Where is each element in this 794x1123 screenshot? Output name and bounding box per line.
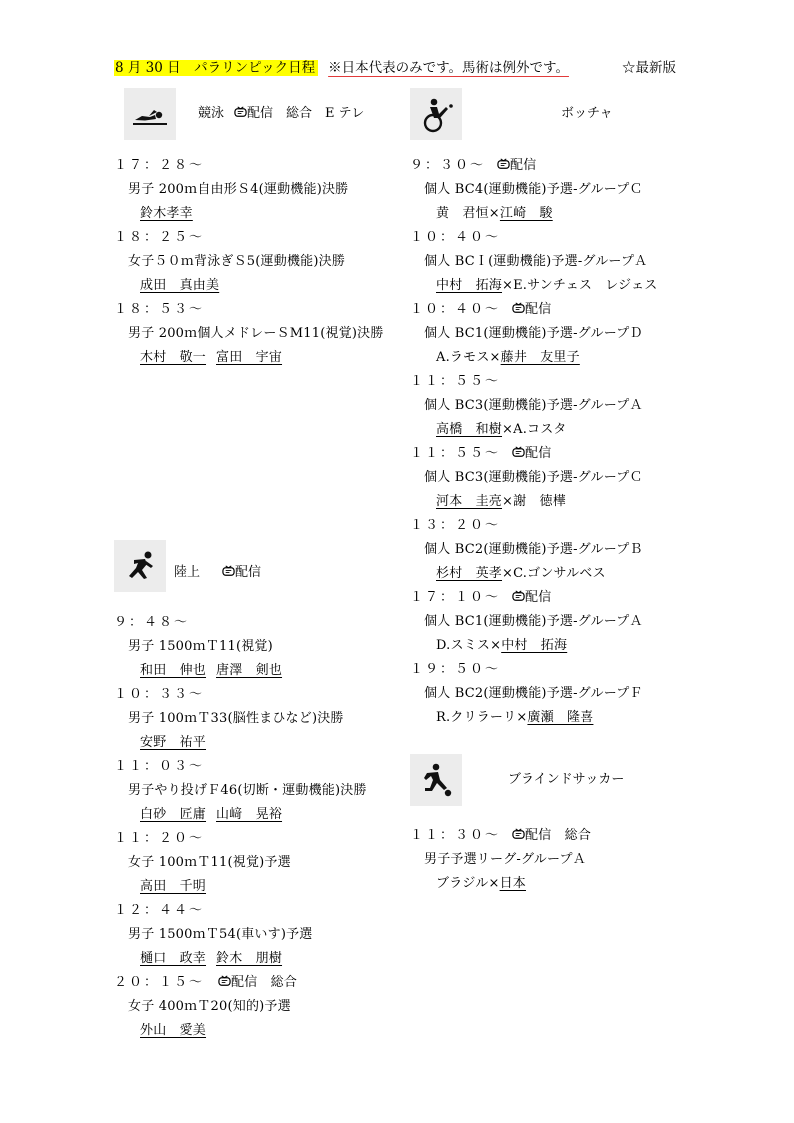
athlete-name: 中村 拓海 (436, 278, 503, 293)
athlete-name: 白砂 匠庸 (140, 807, 207, 822)
event-time: １１：５５～ (410, 446, 501, 461)
match-row (410, 872, 710, 896)
match-row (410, 562, 710, 586)
athlete-name: 鈴木 朋樹 (216, 951, 283, 966)
opponent: A.ラモス× (436, 350, 501, 365)
opponent: D.スミス× (436, 638, 502, 653)
athlete-name: 富田 宇宙 (216, 350, 283, 365)
event-broadcast: 配信 総合 (525, 828, 592, 843)
opponent: R.クリラーリ× (436, 710, 528, 725)
match-row (410, 274, 710, 298)
swimming-title: 競泳 (198, 106, 225, 121)
tv-broadcast-icon (512, 590, 525, 603)
event-name: 女子 400ｍＴ20(知的)予選 (128, 999, 291, 1014)
tv-broadcast-icon (512, 828, 525, 841)
opponent: ×E.サンチェス レジェス (502, 278, 658, 293)
blind-football-title: ブラインドサッカー (508, 772, 625, 787)
event-name: 女子 100ｍＴ11(視覚)予選 (128, 855, 291, 870)
event-name: 男子 1500ｍＴ54(車いす)予選 (128, 927, 313, 942)
tv-broadcast-icon (512, 446, 525, 459)
latest-version-label: ☆最新版 (622, 60, 676, 76)
event-time: １３：２０～ (410, 518, 501, 533)
athletes-row (114, 1019, 404, 1043)
event-time-row (410, 586, 710, 610)
tv-broadcast-icon (234, 106, 247, 119)
event-broadcast: 配信 (525, 590, 552, 605)
event-name: 男子 200ｍ自由形Ｓ4(運動機能)決勝 (128, 182, 349, 197)
event-time: ９：３０～ (410, 158, 486, 173)
event-name: 男子予選リーグ‐グループＡ (424, 852, 586, 867)
event-name: 女子５０ｍ背泳ぎＳ5(運動機能)決勝 (128, 254, 346, 269)
blind-football-event-list (410, 824, 710, 896)
blind-football-header (410, 754, 710, 806)
athletes-row (114, 346, 404, 370)
event-time: ２０：１５～ (114, 975, 205, 990)
event-name: 個人 BC2(運動機能)予選‐グループＢ (424, 542, 643, 557)
athletes-row (114, 274, 404, 298)
event-time-row (410, 824, 710, 848)
event-broadcast: 配信 総合 (231, 975, 298, 990)
athlete-name: 鈴木孝幸 (140, 206, 193, 221)
event-name: 個人 BCＩ(運動機能)予選‐グループＡ (424, 254, 648, 269)
athletics-header (114, 540, 404, 592)
match-row (410, 418, 710, 442)
event-time-row (410, 442, 710, 466)
event-name: 男子やり投げＦ46(切断・運動機能)決勝 (128, 783, 367, 798)
swimming-broadcast: 配信 総合 E テレ (247, 106, 365, 121)
athlete-name: 唐澤 剣也 (216, 663, 283, 678)
event-name: 個人 BC3(運動機能)予選‐グループＡ (424, 398, 643, 413)
athlete-name: 杉村 英孝 (436, 566, 503, 581)
page-header (114, 57, 676, 79)
match-row (410, 202, 710, 226)
event-name: 男子 100ｍＴ33(脳性まひなど)決勝 (128, 711, 344, 726)
athlete-name: 藤井 友里子 (500, 350, 580, 365)
athletes-row (114, 875, 404, 899)
blind-football-section (410, 754, 710, 896)
event-time: １１：５５～ (410, 374, 501, 389)
athlete-name: 外山 愛美 (140, 1023, 207, 1038)
athlete-name: 木村 敬一 (140, 350, 207, 365)
event-time: １８：２５～ (114, 230, 205, 245)
swimming-title-row (198, 88, 364, 140)
athlete-name: 安野 祐平 (140, 735, 207, 750)
athletics-broadcast: 配信 (235, 565, 262, 580)
team-name: 日本 (499, 876, 526, 891)
athlete-name: 高橋 和樹 (436, 422, 503, 437)
event-time: ９：４８～ (114, 615, 190, 630)
boccia-pictogram-icon (410, 88, 462, 140)
page-title-date: 8 月 30 日 パラリンピック日程 (114, 60, 318, 76)
swimming-event-list (114, 154, 404, 370)
event-time: １０：４０～ (410, 302, 501, 317)
notice-text: ※日本代表のみです。馬術は例外です。 (328, 60, 569, 76)
opponent: ×謝 徳樺 (502, 494, 566, 509)
event-time: １１：０３～ (114, 759, 205, 774)
swimming-header (124, 88, 414, 140)
swimming-section (114, 88, 404, 370)
tv-broadcast-icon (222, 565, 235, 578)
blind-football-pictogram-icon (410, 754, 462, 806)
tv-broadcast-icon (512, 302, 525, 315)
event-time: １０：３３～ (114, 687, 205, 702)
tv-broadcast-icon (218, 975, 231, 988)
event-time: １１：３０～ (410, 828, 501, 843)
opponent: ブラジル× (436, 876, 500, 891)
event-broadcast: 配信 (525, 446, 552, 461)
event-time-row (410, 154, 710, 178)
event-time: １１：２０～ (114, 831, 205, 846)
athlete-name: 河本 圭亮 (436, 494, 503, 509)
event-name: 個人 BC1(運動機能)予選‐グループＡ (424, 614, 643, 629)
boccia-section (410, 88, 710, 730)
athlete-name: 樋口 政幸 (140, 951, 207, 966)
tv-broadcast-icon (497, 158, 510, 171)
athletes-row (114, 202, 404, 226)
athletics-pictogram-icon (114, 540, 166, 592)
athletes-row (114, 803, 404, 827)
event-time: １８：５３～ (114, 302, 205, 317)
event-time: １９：５０～ (410, 662, 501, 677)
event-name: 個人 BC3(運動機能)予選‐グループＣ (424, 470, 643, 485)
event-name: 個人 BC1(運動機能)予選‐グループＤ (424, 326, 643, 341)
match-row (410, 490, 710, 514)
athlete-name: 高田 千明 (140, 879, 207, 894)
event-name: 個人 BC2(運動機能)予選‐グループＦ (424, 686, 643, 701)
event-time: １０：４０～ (410, 230, 501, 245)
athlete-name: 廣瀬 隆喜 (527, 710, 594, 725)
event-broadcast: 配信 (510, 158, 537, 173)
event-name: 男子 200ｍ個人メドレーＳM11(視覚)決勝 (128, 326, 384, 341)
boccia-header (410, 88, 710, 140)
event-broadcast: 配信 (525, 302, 552, 317)
event-time: １２：４４～ (114, 903, 205, 918)
athlete-name: 成田 真由美 (140, 278, 220, 293)
athletes-row (114, 659, 404, 683)
athletes-row (114, 731, 404, 755)
event-time: １７：２８～ (114, 158, 205, 173)
event-time-row (410, 298, 710, 322)
boccia-title: ボッチャ (561, 106, 613, 121)
match-row (410, 346, 710, 370)
athletics-title-row (174, 547, 261, 599)
event-time: １７：１０～ (410, 590, 501, 605)
athletics-event-list (114, 611, 404, 1043)
athletes-row (114, 947, 404, 971)
athlete-name: 山﨑 晃裕 (216, 807, 283, 822)
opponent: 黄 君恒× (436, 206, 500, 221)
athletics-section (114, 540, 404, 1043)
match-row (410, 706, 710, 730)
boccia-event-list (410, 154, 710, 730)
event-name: 個人 BC4(運動機能)予選‐グループＣ (424, 182, 643, 197)
event-name: 男子 1500ｍＴ11(視覚) (128, 639, 273, 654)
athlete-name: 和田 伸也 (140, 663, 207, 678)
athlete-name: 中村 拓海 (501, 638, 568, 653)
swimming-pictogram-icon (124, 88, 176, 140)
event-time-row (114, 971, 404, 995)
opponent: ×C.ゴンサルベス (502, 566, 606, 581)
athletics-title: 陸上 (174, 565, 201, 580)
match-row (410, 634, 710, 658)
opponent: ×A.コスタ (502, 422, 567, 437)
athlete-name: 江崎 駿 (499, 206, 553, 221)
